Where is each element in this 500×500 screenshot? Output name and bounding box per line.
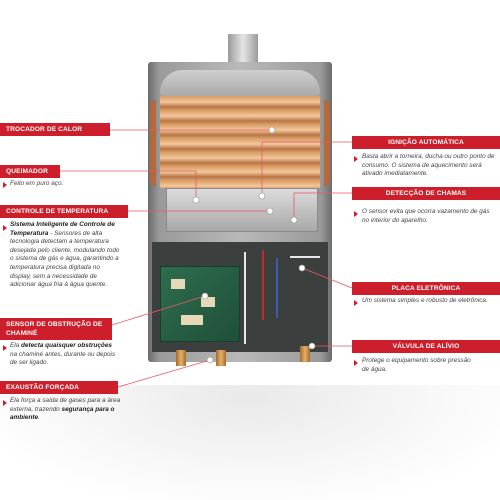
pipe-fitting xyxy=(216,350,226,366)
callout-line xyxy=(118,360,210,387)
desc-ignicao xyxy=(362,153,498,179)
emphasis-text: segurança para o ambiente xyxy=(10,405,115,422)
pipe-fitting xyxy=(176,350,186,366)
exhaust-pipe xyxy=(228,34,258,64)
description-text: Ela xyxy=(10,342,22,349)
description-text: - Sensores de alta tecnologia detectam a temperatura desejada pelo cliente, modulando todo o sistema de gás e água, garantindo a temperatura precisa digitada no display, sem a necessidade de adicionar água fria à água quente. xyxy=(10,229,120,289)
label-placa: PLACA ELETRÔNICA xyxy=(352,282,500,295)
bullet-icon xyxy=(3,400,7,406)
pcb-component xyxy=(181,315,203,325)
label-trocador: TROCADOR DE CALOR xyxy=(0,123,110,136)
description-text: Feito em puro aço. xyxy=(10,180,64,187)
bullet-icon xyxy=(3,345,7,351)
bullet-icon xyxy=(354,300,358,306)
bullet-icon xyxy=(3,225,7,231)
desc-exaustao xyxy=(10,397,125,423)
description-text: O sensor evita que ocorra vazamento de gás no interior do aparelho. xyxy=(362,208,490,224)
exhaust-hood xyxy=(160,70,320,96)
desc-placa xyxy=(362,297,498,306)
wire xyxy=(262,250,264,320)
bullet-icon xyxy=(354,156,358,162)
desc-queimador xyxy=(10,180,120,189)
description-text: na chaminé antes, durante ou depois de ser ligado. xyxy=(10,350,116,367)
desc-sensor xyxy=(10,342,120,368)
wire xyxy=(276,258,278,318)
desc-controle xyxy=(10,221,122,290)
emphasis-text: Sistema Inteligente de Controle de Temperatura xyxy=(10,221,115,237)
description-text: Ela força a saída de gases para a área externa, trazendo xyxy=(10,397,121,413)
label-valvula: VÁLVULA DE ALÍVIO xyxy=(352,340,500,353)
desc-valvula xyxy=(362,357,472,374)
label-controle: CONTROLE DE TEMPERATURA xyxy=(0,205,128,218)
bullet-icon xyxy=(354,360,358,366)
description-text: . xyxy=(38,414,40,422)
burner-block xyxy=(166,188,318,232)
pcb-component xyxy=(171,279,185,289)
description-text: Um sistema simples e robusto de eletrônica. xyxy=(362,297,488,304)
bullet-icon xyxy=(354,211,358,217)
label-chamas: DETECÇÃO DE CHAMAS xyxy=(352,187,500,200)
heat-exchanger-tubes xyxy=(150,100,330,186)
label-ignicao: IGNIÇÃO AUTOMÁTICA xyxy=(352,136,500,149)
pcb-component xyxy=(201,297,215,307)
wire xyxy=(244,252,246,344)
label-queimador: QUEIMADOR xyxy=(0,165,60,178)
desc-chamas xyxy=(362,208,498,225)
emphasis-text: detecta quaisquer obstruções xyxy=(21,342,112,349)
label-exaustao: EXAUSTÃO FORÇADA xyxy=(0,381,118,394)
circuit-board xyxy=(160,266,240,342)
bullet-icon xyxy=(3,182,7,188)
label-sensor: SENSOR DE OBSTRUÇÃO DE CHAMINÉ xyxy=(0,318,112,340)
pipe-fitting xyxy=(300,346,310,362)
description-text: Protege o equipamento sobre pressão de água. xyxy=(362,357,471,373)
wire xyxy=(290,256,320,258)
description-text: Basta abrir a torneira, ducha ou outro ponto de consumo. O sistema de aquecimento será ativado imediatamente. xyxy=(362,153,495,178)
